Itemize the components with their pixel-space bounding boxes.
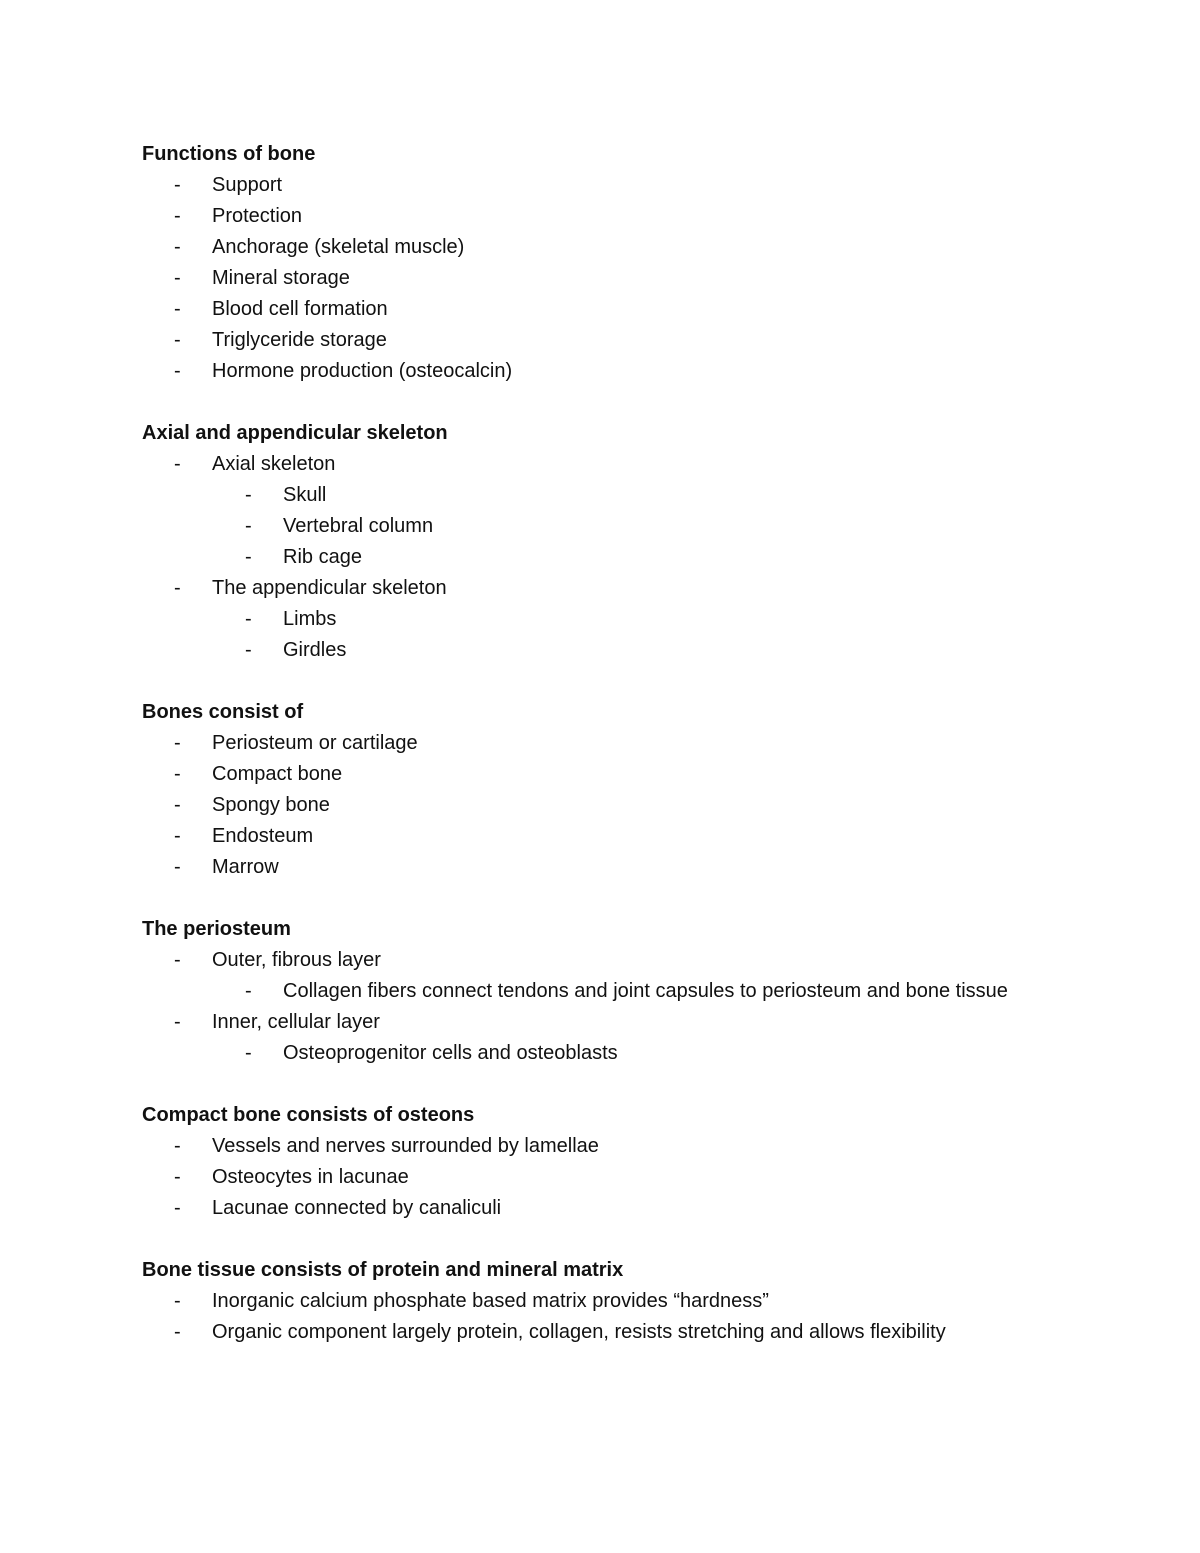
dash-bullet-icon: - xyxy=(174,1135,181,1157)
dash-bullet-icon: - xyxy=(245,546,252,568)
section-heading: Compact bone consists of osteons xyxy=(142,1104,475,1126)
sub-list-item-text: Vertebral column xyxy=(283,515,434,537)
list-item-text: Inner, cellular layer xyxy=(212,1011,380,1033)
dash-bullet-icon: - xyxy=(174,360,181,382)
section-heading: Bone tissue consists of protein and mineral matrix xyxy=(142,1259,624,1281)
sub-list-item-text: Osteoprogenitor cells and osteoblasts xyxy=(283,1042,618,1064)
bullet-list xyxy=(142,170,1102,387)
dash-bullet-icon: - xyxy=(174,763,181,785)
list-item xyxy=(142,1131,1102,1162)
dash-bullet-icon: - xyxy=(174,1321,181,1343)
dash-bullet-icon: - xyxy=(174,1011,181,1033)
list-item xyxy=(142,790,1102,821)
dash-bullet-icon: - xyxy=(174,236,181,258)
list-item-text: Osteocytes in lacunae xyxy=(212,1166,409,1188)
dash-bullet-icon: - xyxy=(245,980,252,1002)
dash-bullet-icon: - xyxy=(174,1197,181,1219)
dash-bullet-icon: - xyxy=(245,484,252,506)
bullet-list xyxy=(142,728,1102,883)
sub-list-item xyxy=(142,976,1102,1007)
sub-list-item xyxy=(142,480,1102,511)
bullet-list xyxy=(142,945,1102,1069)
section xyxy=(142,914,1102,1069)
sub-list-item xyxy=(142,604,1102,635)
list-item-text: Triglyceride storage xyxy=(212,329,387,351)
dash-bullet-icon: - xyxy=(174,794,181,816)
list-item-text: Mineral storage xyxy=(212,267,350,289)
dash-bullet-icon: - xyxy=(174,205,181,227)
dash-bullet-icon: - xyxy=(174,1290,181,1312)
list-item-text: Outer, fibrous layer xyxy=(212,949,381,971)
list-item xyxy=(142,1007,1102,1038)
sub-list-item-text: Limbs xyxy=(283,608,337,630)
dash-bullet-icon: - xyxy=(245,1042,252,1064)
dash-bullet-icon: - xyxy=(174,174,181,196)
bullet-list xyxy=(142,1131,1102,1224)
dash-bullet-icon: - xyxy=(245,608,252,630)
list-item-text: Lacunae connected by canaliculi xyxy=(212,1197,502,1219)
dash-bullet-icon: - xyxy=(174,825,181,847)
list-item-text: Blood cell formation xyxy=(212,298,388,320)
list-item xyxy=(142,759,1102,790)
dash-bullet-icon: - xyxy=(174,1166,181,1188)
section xyxy=(142,418,1102,666)
sub-list-item-text: Collagen fibers connect tendons and joint capsules to periosteum and bone tissue xyxy=(283,980,1008,1002)
section-heading: Axial and appendicular skeleton xyxy=(142,422,448,444)
bullet-list xyxy=(142,1286,1102,1348)
dash-bullet-icon: - xyxy=(174,949,181,971)
list-item xyxy=(142,356,1102,387)
list-item xyxy=(142,263,1102,294)
list-item xyxy=(142,232,1102,263)
bullet-list xyxy=(142,449,1102,666)
list-item xyxy=(142,852,1102,883)
dash-bullet-icon: - xyxy=(174,732,181,754)
list-item xyxy=(142,1193,1102,1224)
list-item-text: Anchorage (skeletal muscle) xyxy=(212,236,465,258)
list-item-text: Axial skeleton xyxy=(212,453,336,475)
dash-bullet-icon: - xyxy=(245,639,252,661)
sub-list-item-text: Girdles xyxy=(283,639,347,661)
dash-bullet-icon: - xyxy=(174,453,181,475)
list-item xyxy=(142,1162,1102,1193)
list-item xyxy=(142,201,1102,232)
dash-bullet-icon: - xyxy=(245,515,252,537)
list-item xyxy=(142,728,1102,759)
list-item-text: Endosteum xyxy=(212,825,314,847)
section xyxy=(142,697,1102,883)
list-item xyxy=(142,1286,1102,1317)
list-item xyxy=(142,170,1102,201)
section xyxy=(142,1255,1102,1348)
list-item-text: Support xyxy=(212,174,283,196)
section-heading: Bones consist of xyxy=(142,701,304,723)
list-item xyxy=(142,325,1102,356)
list-item-text: Organic component largely protein, collagen, resists stretching and allows flexibility xyxy=(212,1321,946,1343)
list-item-text: Marrow xyxy=(212,856,279,878)
sub-list-item xyxy=(142,511,1102,542)
dash-bullet-icon: - xyxy=(174,577,181,599)
list-item xyxy=(142,1317,1102,1348)
list-item-text: Periosteum or cartilage xyxy=(212,732,418,754)
sub-list-item-text: Skull xyxy=(283,484,327,506)
dash-bullet-icon: - xyxy=(174,329,181,351)
list-item-text: Hormone production (osteocalcin) xyxy=(212,360,513,382)
list-item-text: The appendicular skeleton xyxy=(212,577,447,599)
document-page xyxy=(142,139,1102,1379)
list-item xyxy=(142,294,1102,325)
sub-list-item xyxy=(142,635,1102,666)
dash-bullet-icon: - xyxy=(174,298,181,320)
list-item-text: Protection xyxy=(212,205,303,227)
dash-bullet-icon: - xyxy=(174,856,181,878)
list-item-text: Compact bone xyxy=(212,763,343,785)
section xyxy=(142,1100,1102,1224)
sub-list-item xyxy=(142,542,1102,573)
sub-list-item-text: Rib cage xyxy=(283,546,362,568)
section xyxy=(142,139,1102,387)
list-item-text: Vessels and nerves surrounded by lamellae xyxy=(212,1135,599,1157)
list-item xyxy=(142,573,1102,604)
list-item-text: Inorganic calcium phosphate based matrix provides “hardness” xyxy=(212,1290,769,1312)
section-heading: The periosteum xyxy=(142,918,291,940)
list-item xyxy=(142,449,1102,480)
list-item-text: Spongy bone xyxy=(212,794,330,816)
section-heading: Functions of bone xyxy=(142,143,316,165)
dash-bullet-icon: - xyxy=(174,267,181,289)
sub-list-item xyxy=(142,1038,1102,1069)
list-item xyxy=(142,821,1102,852)
list-item xyxy=(142,945,1102,976)
